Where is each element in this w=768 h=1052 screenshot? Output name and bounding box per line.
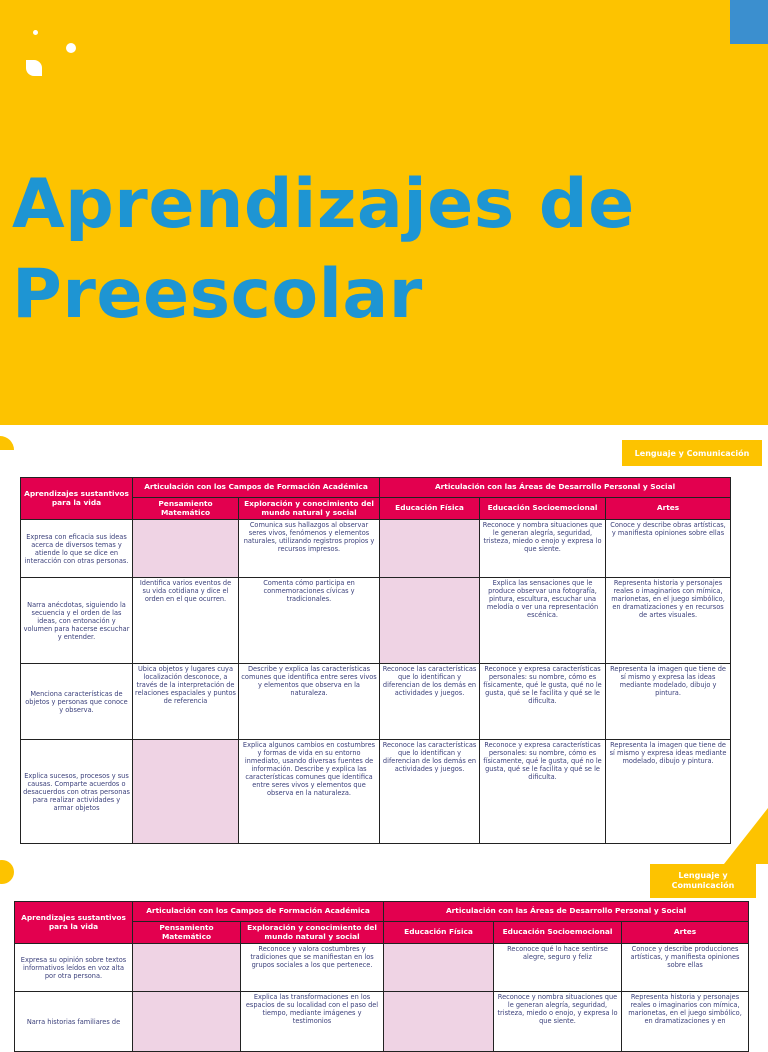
curriculum-table: [14, 901, 749, 1052]
table-row: [21, 664, 731, 740]
header-campos: Articulación con los Campos de Formación Académica: [133, 478, 380, 498]
table-cell: Reconoce qué lo hace sentirse alegre, seguro y feliz: [494, 944, 622, 992]
table-cell: Menciona características de objetos y personas que conoce y observa.: [21, 664, 133, 740]
table-cell: Narra anécdotas, siguiendo la secuencia y el orden de las ideas, con entonación y volumen para hacerse escuchar y entender.: [21, 578, 133, 664]
table-cell: Ubica objetos y lugares cuya localización desconoce, a través de la interpretación de relaciones espaciales y puntos de referencia: [133, 664, 239, 740]
table-cell: Representa historia y personajes reales o imaginarios con mímica, marionetas, en el juego simbólico, en dramatizaciones y en: [622, 992, 749, 1052]
table-row: [15, 992, 749, 1052]
corner-accent: [730, 0, 768, 44]
table-cell: Comunica sus hallazgos al observar seres vivos, fenómenos y elementos naturales, utilizando registros propios y recursos impresos.: [239, 520, 380, 578]
subject-tag: Lenguaje y Comunicación: [622, 440, 762, 466]
header-exploracion: Exploración y conocimiento del mundo natural y social: [241, 922, 384, 944]
table-cell: Conoce y describe obras artísticas, y manifiesta opiniones sobre ellas: [606, 520, 731, 578]
table-cell: Reconoce y nombra situaciones que le generan alegría, seguridad, tristeza, miedo o enojo, y expresa lo que siente.: [494, 992, 622, 1052]
table-row: [21, 740, 731, 844]
decor-arc: [0, 436, 14, 464]
table-cell: [384, 992, 494, 1052]
page-title: [12, 160, 635, 340]
decor-triangle: [724, 808, 768, 864]
table-cell: [133, 944, 241, 992]
subject-tag: [650, 864, 756, 898]
table-cell: Representa historia y personajes reales o imaginarios con mímica, marionetas, en el juego simbólico, en dramatizaciones y en recursos de artes visuales.: [606, 578, 731, 664]
table-cell: Reconoce las características que lo identifican y diferencian de los demás en actividades y juegos.: [380, 740, 480, 844]
tag-line: Comunicación: [671, 881, 735, 890]
decor-dot: [33, 30, 38, 35]
header-fisica: Educación Física: [380, 498, 480, 520]
table-cell: Expresa su opinión sobre textos informativos leídos en voz alta por otra persona.: [15, 944, 133, 992]
table-cell: [133, 520, 239, 578]
table-cell: Explica sucesos, procesos y sus causas. Comparte acuerdos o desacuerdos con otras personas para realizar actividades y armar objetos: [21, 740, 133, 844]
table-cell: [380, 578, 480, 664]
table-cell: Narra historias familiares de: [15, 992, 133, 1052]
header-socioemocional: Educación Socioemocional: [480, 498, 606, 520]
table-cell: Reconoce y expresa características personales: su nombre, cómo es físicamente, qué le gusta, qué no le gusta, qué se le facilita y qué se le dificulta.: [480, 664, 606, 740]
table-cell: [133, 740, 239, 844]
table-cell: Explica las transformaciones en los espacios de su localidad con el paso del tiempo, mediante imágenes y testimonios: [241, 992, 384, 1052]
header-socioemocional: Educación Socioemocional: [494, 922, 622, 944]
table-row: [15, 944, 749, 992]
table-cell: Explica las sensaciones que le produce observar una fotografía, pintura, escultura, escuchar una melodía o ver una representación escénica.: [480, 578, 606, 664]
header-areas: Articulación con las Áreas de Desarrollo Personal y Social: [380, 478, 731, 498]
table-cell: Representa la imagen que tiene de sí mismo y expresa ideas mediante modelado, dibujo y pintura.: [606, 740, 731, 844]
header-pensamiento: Pensamiento Matemático: [133, 498, 239, 520]
header-exploracion: Exploración y conocimiento del mundo natural y social: [239, 498, 380, 520]
header-artes: Artes: [622, 922, 749, 944]
header-sustantivos: Aprendizajes sustantivos para la vida: [21, 478, 133, 520]
header-campos: Articulación con los Campos de Formación Académica: [133, 902, 384, 922]
header-areas: Articulación con las Áreas de Desarrollo Personal y Social: [384, 902, 749, 922]
table-cell: Expresa con eficacia sus ideas acerca de diversos temas y atiende lo que se dice en interacción con otras personas.: [21, 520, 133, 578]
table-row: [21, 578, 731, 664]
decor-arc: [0, 860, 14, 884]
title-line: Preescolar: [12, 255, 423, 334]
curriculum-table: [20, 477, 731, 844]
table-cell: [380, 520, 480, 578]
decor-leaf-icon: [26, 60, 42, 76]
table-cell: Representa la imagen que tiene de sí mismo y expresa las ideas mediante modelado, dibujo y pintura.: [606, 664, 731, 740]
table-cell: Comenta cómo participa en conmemoraciones cívicas y tradicionales.: [239, 578, 380, 664]
table-cell: [133, 992, 241, 1052]
tag-line: Lenguaje y: [678, 871, 728, 880]
table-cell: Explica algunos cambios en costumbres y formas de vida en su entorno inmediato, usando diversas fuentes de información. Describe y explica las características comunes que identifica entre seres vivos y elementos que observa en la naturaleza.: [239, 740, 380, 844]
header-artes: Artes: [606, 498, 731, 520]
decor-dot: [66, 43, 76, 53]
header-fisica: Educación Física: [384, 922, 494, 944]
table-cell: Conoce y describe producciones artísticas, y manifiesta opiniones sobre ellas: [622, 944, 749, 992]
table-cell: Identifica varios eventos de su vida cotidiana y dice el orden en el que ocurren.: [133, 578, 239, 664]
table-cell: Reconoce y nombra situaciones que le generan alegría, seguridad, tristeza, miedo o enojo y expresa lo que siente.: [480, 520, 606, 578]
table-cell: [384, 944, 494, 992]
title-line: Aprendizajes de: [12, 165, 635, 244]
table-cell: Describe y explica las características comunes que identifica entre seres vivos y elementos que observa en la naturaleza.: [239, 664, 380, 740]
header-pensamiento: Pensamiento Matemático: [133, 922, 241, 944]
table-cell: Reconoce y valora costumbres y tradiciones que se manifiestan en los grupos sociales a los que pertenece.: [241, 944, 384, 992]
header-sustantivos: Aprendizajes sustantivos para la vida: [15, 902, 133, 944]
table-cell: Reconoce y expresa características personales: su nombre, cómo es físicamente, qué le gusta, qué no le gusta, qué se le facilita y qué se le dificulta.: [480, 740, 606, 844]
table-row: [21, 520, 731, 578]
table-cell: Reconoce las características que lo identifican y diferencian de los demás en actividades y juegos.: [380, 664, 480, 740]
